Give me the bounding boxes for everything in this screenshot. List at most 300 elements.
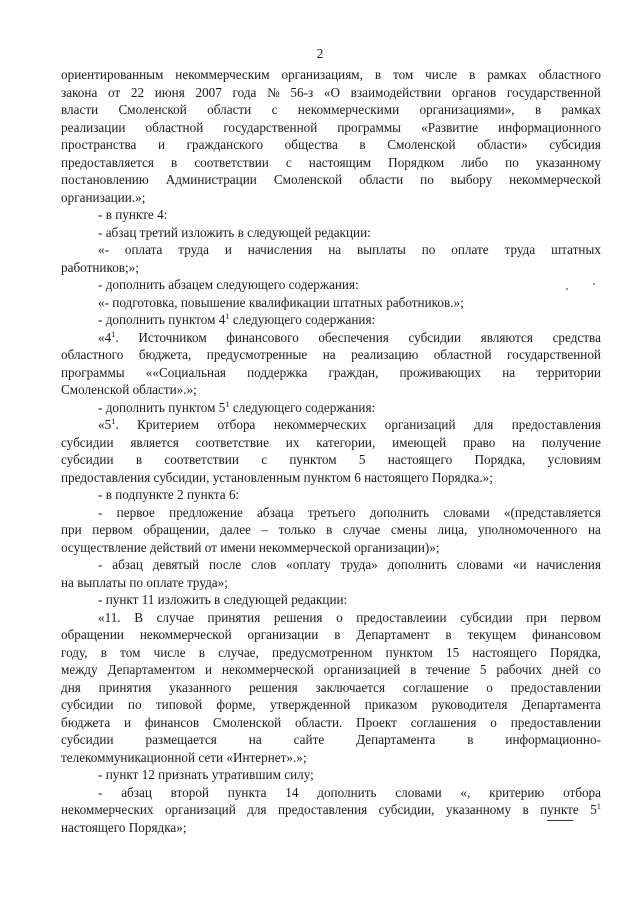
word: в xyxy=(374,67,382,82)
word: заключается xyxy=(315,679,386,695)
word: Департамента xyxy=(356,732,436,747)
text-line xyxy=(61,609,601,627)
word: предоставлении xyxy=(510,714,601,730)
text-line xyxy=(61,399,601,417)
line-text: работников;»; xyxy=(61,259,139,275)
word: организацией xyxy=(323,662,401,677)
word: предусмотренном xyxy=(272,644,373,660)
word: со xyxy=(588,662,601,677)
word: пунктом xyxy=(385,644,433,660)
word: предоставлеиии xyxy=(356,609,447,625)
word: обращении, xyxy=(143,522,210,537)
word: при xyxy=(526,609,547,625)
word: пунктом xyxy=(289,452,337,467)
word: дня xyxy=(61,679,81,695)
word: абзац xyxy=(121,784,152,800)
word: первое xyxy=(116,504,155,520)
word: государственной xyxy=(507,347,601,362)
text-line xyxy=(61,766,601,784)
word: начисления xyxy=(247,242,313,257)
word: уполномоченного xyxy=(477,522,578,537)
word: в xyxy=(410,662,417,677)
word: некоммерческих xyxy=(61,802,154,817)
word: отбора xyxy=(563,784,601,800)
word: граждан, xyxy=(328,364,379,380)
word: оплате xyxy=(451,242,489,257)
word: труда» xyxy=(340,557,378,572)
text-line xyxy=(61,784,601,802)
word: труда xyxy=(504,242,536,257)
word: рамках xyxy=(487,67,527,82)
line-text: - в подпункте 2 пункта 6: xyxy=(98,487,240,502)
word: утвержденной xyxy=(269,697,351,712)
scan-speck xyxy=(593,283,595,285)
text-line xyxy=(61,801,601,819)
line-text: настоящего Порядка»; xyxy=(61,819,187,835)
text-line xyxy=(61,241,601,259)
word: финансов xyxy=(144,714,200,730)
word: финансового xyxy=(226,329,299,345)
word: программы xyxy=(337,119,402,135)
word: и xyxy=(157,137,166,152)
word: в xyxy=(467,732,474,747)
word: Порядком xyxy=(388,154,445,170)
word: организаций xyxy=(384,417,456,432)
word: субсидии xyxy=(61,452,114,467)
line-text: - абзац третий изложить в следующей редакции: xyxy=(98,224,371,240)
word: Источником xyxy=(138,329,207,345)
word: о xyxy=(486,679,493,695)
word: настоящего xyxy=(472,644,537,660)
line-text: телекоммуникационной сети «Интернет».»; xyxy=(61,749,307,765)
word: бюджета xyxy=(61,714,111,730)
word: случае, xyxy=(218,644,259,660)
word: выбору xyxy=(450,172,493,187)
word: на xyxy=(248,732,262,747)
word: на xyxy=(328,242,342,257)
word: дополнить xyxy=(387,557,447,572)
word: – xyxy=(261,522,269,537)
word: и xyxy=(224,242,232,257)
word: типовой xyxy=(155,697,203,712)
word: некоммерческих xyxy=(273,417,367,432)
word: предложение xyxy=(169,504,243,520)
word: пункте xyxy=(540,802,579,817)
line-text: - дополнить абзацем следующего содержания: xyxy=(98,277,359,292)
text-line xyxy=(61,434,601,452)
word: средства xyxy=(552,329,601,345)
word: Проект xyxy=(356,714,397,730)
word: Смоленской xyxy=(118,102,187,117)
word: указанному xyxy=(445,802,512,817)
word: и xyxy=(205,662,213,677)
word: по xyxy=(421,242,436,257)
word: соглашение xyxy=(402,679,469,695)
word: течение xyxy=(426,662,470,677)
word: выплаты xyxy=(356,242,406,257)
word: случае xyxy=(156,609,194,625)
word: Критерием xyxy=(137,417,200,432)
word: в xyxy=(334,627,341,642)
word: первом xyxy=(560,609,601,625)
word: руководителя xyxy=(431,697,508,712)
word: предоставления xyxy=(277,802,368,817)
word: пункта xyxy=(227,784,267,800)
word: поддержка xyxy=(247,364,308,380)
word: 5 xyxy=(479,662,487,677)
text-line xyxy=(61,469,601,487)
word: субсидии xyxy=(460,609,513,625)
word: Порядка, xyxy=(550,644,601,660)
text-line xyxy=(61,329,601,347)
line-text: на выплаты по оплате труда»; xyxy=(61,574,228,590)
word: информационного xyxy=(498,119,601,135)
word: «и xyxy=(512,557,527,572)
word: словами xyxy=(456,557,504,572)
word: соответствии xyxy=(194,154,269,170)
text-line xyxy=(61,696,601,714)
word: предоставления xyxy=(511,417,601,432)
word: критерию xyxy=(489,784,545,800)
word: указанному xyxy=(535,154,601,170)
word: Департамента xyxy=(521,697,601,712)
word: принятия xyxy=(98,679,152,695)
word: и xyxy=(123,714,132,730)
text-line xyxy=(61,539,601,557)
word: «О xyxy=(323,84,340,100)
word: с xyxy=(271,102,278,117)
text-line xyxy=(61,819,601,837)
word: настоящего xyxy=(387,452,453,467)
text-line xyxy=(61,626,601,644)
word: размещается xyxy=(145,732,217,747)
word: категории, xyxy=(316,434,376,450)
word: соответствии xyxy=(164,452,239,467)
line-text: - дополнить пунктом $4^1$ следующего содержания: xyxy=(98,311,376,327)
word: девятый xyxy=(152,557,200,572)
word: решения xyxy=(249,679,298,695)
word: лица, xyxy=(437,522,468,537)
word: организациями», xyxy=(419,102,515,117)
line-text: - пункт 12 признать утратившим силу; xyxy=(98,767,314,782)
word: на xyxy=(322,347,336,362)
word: о xyxy=(490,714,497,730)
word: дополнить xyxy=(369,504,430,520)
text-line xyxy=(61,101,601,119)
word: третьего xyxy=(307,504,356,520)
word: форме, xyxy=(216,697,256,712)
word: для xyxy=(247,802,267,817)
text-line xyxy=(61,679,601,697)
line-text: - пункт 11 изложить в следующей редакции: xyxy=(98,592,348,607)
word: области xyxy=(359,172,404,187)
text-line xyxy=(61,556,601,574)
word: только xyxy=(278,522,316,537)
line-text: - в пункте 4: xyxy=(98,207,168,222)
text-line xyxy=(61,574,601,592)
word: власти xyxy=(61,102,99,117)
word: по xyxy=(127,697,142,712)
word: некоммерческой xyxy=(509,172,601,187)
word: государственной xyxy=(223,119,318,135)
word: субсидии, xyxy=(378,802,435,817)
word: «Развитие xyxy=(421,119,479,135)
word: Смоленской xyxy=(212,714,282,730)
word: организациям, xyxy=(281,67,363,82)
document-body xyxy=(61,66,601,836)
word: финансовом xyxy=(532,627,601,642)
word: В xyxy=(134,609,143,625)
word: году, xyxy=(61,644,88,660)
word: 14 xyxy=(285,784,299,800)
word: в xyxy=(135,452,143,467)
word: некоммерческой xyxy=(139,627,232,642)
word: штатных xyxy=(551,242,601,257)
word: по xyxy=(505,154,519,170)
word: Администрации xyxy=(165,172,257,187)
line-text: осуществление действий от имени некоммерческой организации)»; xyxy=(61,539,440,555)
word: принятия xyxy=(207,609,261,625)
word: программы xyxy=(61,364,125,380)
word: обеспечения xyxy=(318,329,389,345)
word: обращении xyxy=(61,627,124,642)
scan-speck xyxy=(566,288,568,290)
word: является xyxy=(130,434,179,450)
word: в xyxy=(534,102,542,117)
word: числе xyxy=(425,67,458,82)
page-number: 2 xyxy=(316,46,324,61)
word: Порядка, xyxy=(474,452,526,467)
word: на xyxy=(502,364,516,380)
word: с xyxy=(285,154,292,170)
word: ««Социальная xyxy=(145,364,226,380)
text-line xyxy=(61,206,601,224)
word: «$5^1$. xyxy=(98,416,119,432)
text-line xyxy=(61,119,601,137)
word: рамках xyxy=(561,102,601,117)
word: реализацию xyxy=(351,347,419,362)
word: субсидии xyxy=(61,732,114,747)
word: при xyxy=(61,522,82,537)
word: в xyxy=(445,627,452,642)
word: государственной xyxy=(506,84,601,100)
text-line xyxy=(61,591,601,609)
word: - xyxy=(98,784,103,800)
text-line xyxy=(61,154,601,172)
word: по xyxy=(420,172,434,187)
text-line xyxy=(61,521,601,539)
text-line xyxy=(61,84,601,102)
word: в xyxy=(171,154,178,170)
word: в xyxy=(469,67,476,82)
word: дополнить xyxy=(317,784,377,800)
word: «(представляется xyxy=(503,504,601,520)
text-line xyxy=(61,731,601,749)
text-line xyxy=(61,504,601,522)
word: постановлению xyxy=(61,172,149,187)
word: 15 xyxy=(446,644,460,660)
word: 5 xyxy=(358,452,366,467)
text-line xyxy=(61,416,601,434)
word: начисления xyxy=(536,557,601,572)
word: ориентированным xyxy=(61,67,164,82)
word: областной xyxy=(145,119,204,135)
word: между xyxy=(61,662,98,677)
word: после xyxy=(208,557,242,572)
word: Смоленской xyxy=(273,172,343,187)
word: $5^1$ xyxy=(590,801,601,817)
text-line xyxy=(61,259,601,277)
word: словами xyxy=(443,504,490,520)
word: организаций xyxy=(164,802,236,817)
word: право xyxy=(463,434,496,450)
word: областного xyxy=(538,67,601,82)
word: некоммерческой xyxy=(221,662,314,677)
word: - xyxy=(98,504,103,520)
word: в xyxy=(522,802,529,817)
word: являются xyxy=(480,329,533,345)
word: 2007 xyxy=(195,84,222,100)
word: приказом xyxy=(364,697,418,712)
word: в xyxy=(198,644,205,660)
word: июня xyxy=(154,84,185,100)
text-line xyxy=(61,224,601,242)
word: абзац xyxy=(112,557,143,572)
word: общества xyxy=(284,137,338,152)
word: предусмотренные xyxy=(206,347,308,362)
word: том xyxy=(120,644,141,660)
word: № xyxy=(267,84,280,100)
word: случае xyxy=(342,522,381,537)
text-line xyxy=(61,486,601,504)
word: области» xyxy=(477,137,528,152)
word: взаимодействии xyxy=(350,84,442,100)
word: - xyxy=(98,557,103,572)
text-line xyxy=(61,714,601,732)
line-text: Смоленской области».»; xyxy=(61,382,197,397)
word: текущем xyxy=(467,627,517,642)
word: в xyxy=(326,522,333,537)
word: области xyxy=(207,102,252,117)
word: решения xyxy=(273,609,323,625)
word: Смоленской xyxy=(387,137,456,152)
text-line xyxy=(61,644,601,662)
word: областного xyxy=(61,347,124,362)
word: соглашения xyxy=(410,714,477,730)
word: бюджета, xyxy=(138,347,192,362)
text-line xyxy=(61,381,601,399)
word: «, xyxy=(460,784,471,800)
line-text: - дополнить пунктом $5^1$ следующего содержания: xyxy=(98,398,376,415)
text-line xyxy=(61,136,601,154)
word: на xyxy=(512,434,526,450)
word: субсидии xyxy=(61,434,114,450)
word: их xyxy=(285,434,300,450)
word: года xyxy=(232,84,257,100)
word: первом xyxy=(92,522,133,537)
word: сайте xyxy=(293,732,325,747)
word: закона xyxy=(61,84,98,100)
word: смены xyxy=(390,522,427,537)
word: Департаментом xyxy=(107,662,196,677)
word: предоставлении xyxy=(510,679,601,695)
word: организации xyxy=(247,627,319,642)
word: области. xyxy=(294,714,343,730)
word: получение xyxy=(541,434,601,450)
line-text: организации.»; xyxy=(61,189,146,205)
line-text: предоставления субсидии, установленным пунктом 6 настоящего Порядка.»; xyxy=(61,469,493,485)
word: соответствие xyxy=(195,434,269,450)
word: для xyxy=(473,417,494,432)
word: указанного xyxy=(169,679,232,695)
word: рабочих xyxy=(496,662,543,677)
word: проживающих xyxy=(399,364,482,380)
word: «$4^1$. xyxy=(98,328,119,345)
word: органов xyxy=(451,84,497,100)
word: в xyxy=(100,644,107,660)
line-text: «- подготовка, повышение квалификации штатных работников.»; xyxy=(98,294,464,310)
word: отбора xyxy=(217,417,256,432)
word: в xyxy=(359,137,366,152)
text-line xyxy=(61,66,601,84)
word: слов xyxy=(251,557,277,572)
word: некоммерческим xyxy=(175,67,270,82)
word: второй xyxy=(170,784,209,800)
word: предоставляется xyxy=(61,154,154,170)
text-line xyxy=(61,276,601,294)
word: субсидии xyxy=(61,697,114,712)
word: пространства xyxy=(61,137,137,152)
word: 56-з xyxy=(290,84,314,100)
word: некоммерческими xyxy=(297,102,400,117)
text-line xyxy=(61,661,601,679)
word: о xyxy=(336,609,343,625)
text-line xyxy=(61,171,601,189)
word: дней xyxy=(551,662,579,677)
word: от xyxy=(108,84,121,100)
word: оплата xyxy=(124,242,163,257)
word: территории xyxy=(536,364,601,380)
text-line xyxy=(61,364,601,382)
word: том xyxy=(392,67,414,82)
word: абзаца xyxy=(257,504,294,520)
word: числе xyxy=(153,644,186,660)
word: «оплату xyxy=(286,557,331,572)
text-line xyxy=(61,451,601,469)
word: настоящим xyxy=(308,154,372,170)
text-line xyxy=(61,294,601,312)
text-line xyxy=(61,311,601,329)
word: «- xyxy=(98,242,109,257)
word: субсидии xyxy=(408,329,462,345)
word: труда xyxy=(178,242,209,257)
word: «11. xyxy=(98,609,121,625)
word: либо xyxy=(461,154,489,170)
word: реализации xyxy=(61,119,126,135)
word: 22 xyxy=(130,84,145,100)
text-line xyxy=(61,346,601,364)
word: на xyxy=(587,522,601,537)
word: информационно- xyxy=(505,732,601,747)
word: далее xyxy=(219,522,251,537)
footer-dash xyxy=(547,820,573,821)
word: имеющей xyxy=(392,434,447,450)
word: гражданского xyxy=(186,137,264,152)
word: словами xyxy=(395,784,442,800)
word: субсидия xyxy=(549,137,601,152)
word: Департамент xyxy=(356,627,430,642)
text-line xyxy=(61,189,601,207)
